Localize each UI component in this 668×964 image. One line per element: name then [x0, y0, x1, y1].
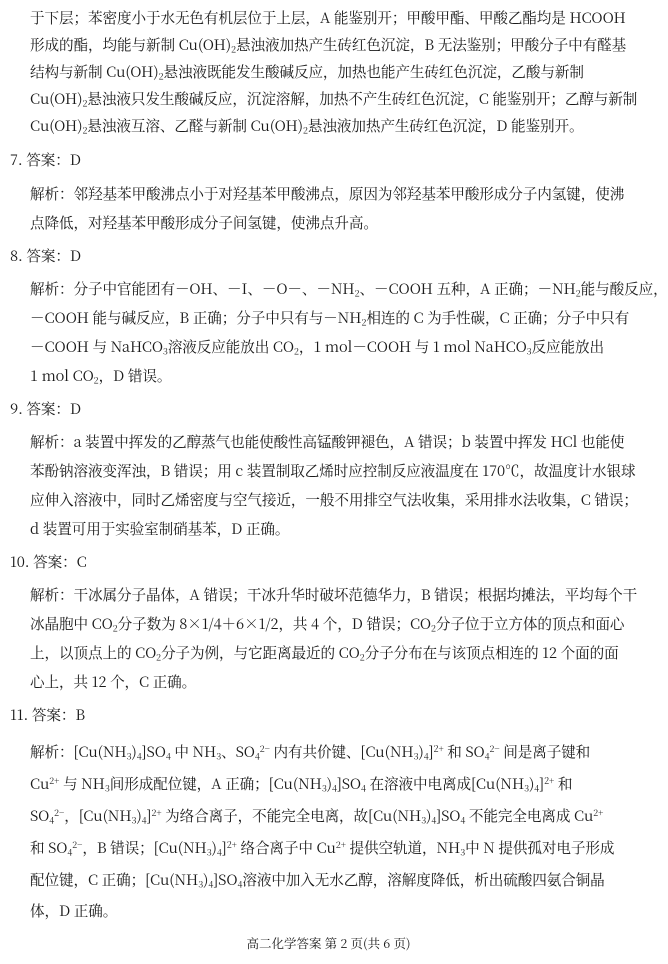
text-line: 体，D 正确。 — [30, 900, 118, 921]
text-line: 心上，共 12 个，C 正确。 — [30, 671, 197, 692]
page-footer: 高二化学答案 第 2 页(共 6 页) — [246, 934, 411, 952]
question-10-answer: 10. 答案：C — [10, 551, 87, 572]
text-line: －COOH 能与碱反应，B 正确；分子中只有与$-NH_2$相连的 C 为手性碳，C 正确；分子中只有 — [30, 307, 630, 329]
question-10-analysis: 解析：干冰属分子晶体，A 错误；干冰升华时破坏范德华力，B 错误；根据均摊法，平均每个干 — [30, 584, 638, 605]
question-8-answer: 8. 答案：D — [10, 245, 81, 266]
question-11-analysis: 解析：$[Cu(NH_3)_4]SO_4$ 中 $NH_3$、$SO_4^{2-}$ 内有共价键、$[Cu(NH_3)_4]^{2+}$ 和 $SO_4^{2-}$ 间是离子键和 — [30, 741, 591, 763]
text-line: 结构与新制 $Cu(OH)_2$悬浊液既能发生酸碱反应，加热也能产生砖红色沉淀，乙酸与新制 — [30, 61, 584, 83]
text-line: 冰晶胞中 $CO_2$分子数为 8×1/4＋6×1/2，共 4 个，D 错误；$CO_2$分子位于立方体的顶点和面心 — [30, 613, 625, 635]
question-7-analysis: 解析：邻羟基苯甲酸沸点小于对羟基苯甲酸沸点，原因为邻羟基苯甲酸形成分子内氢键，使沸 — [30, 183, 625, 204]
text-line: 和 $SO_4^{2-}$，B 错误；$[Cu(NH_3)_4]^{2+}$ 络合离子中 $Cu^{2+}$ 提供空轨道，$NH_3$中 N 提供孤对电子形成 — [30, 837, 615, 859]
text-line: 点降低，对羟基苯甲酸形成分子间氢键，使沸点升高。 — [30, 212, 378, 233]
question-9-answer: 9. 答案：D — [10, 398, 82, 419]
text-line: $Cu(OH)_2$悬浊液只发生酸碱反应，沉淀溶解，加热不产生砖红色沉淀，C 能鉴别开；乙醇与新制 — [30, 88, 638, 110]
question-9-analysis: 解析：a 装置中挥发的乙醇蒸气也能使酸性高锰酸钾褪色，A 错误；b 装置中挥发 HCl 也能使 — [30, 431, 625, 452]
text-line: $Cu^{2+}$ 与 $NH_3$间形成配位键，A 正确；$[Cu(NH_3)_4]SO_4$ 在溶液中电离成$[Cu(NH_3)_4]^{2+}$ 和 — [30, 773, 573, 795]
text-line: 应伸入溶液中，同时乙烯密度与空气接近，一般不用排空气法收集，采用排水法收集，C 错误； — [30, 489, 638, 510]
text-line: d 装置可用于实验室制硝基苯，D 正确。 — [30, 518, 290, 539]
text-line: 苯酚钠溶液变浑浊，B 错误；用 c 装置制取乙烯时应控制反应液温度在 170℃，故温度计水银球 — [30, 460, 636, 481]
text-line: 配位键，C 正确；$[Cu(NH_3)_4]SO_4$溶液中加入无水乙醇，溶解度降低，析出硫酸四氨合铜晶 — [30, 869, 605, 891]
text-line: 上，以顶点上的 $CO_2$分子为例，与它距离最近的 $CO_2$分子分布在与该顶点相连的 12 个面的面 — [30, 642, 619, 664]
text-line: $Cu(OH)_2$悬浊液互溶、乙醛与新制 $Cu(OH)_2$悬浊液加热产生砖红色沉淀，D 能鉴别开。 — [30, 115, 584, 137]
question-7-answer: 7. 答案：D — [10, 149, 81, 170]
question-8-analysis: 解析：分子中官能团有－OH、－I、－O－、$-NH_2$、－COOH 五种，A 正确；$-NH_2$能与酸反应， — [30, 278, 668, 300]
text-line: $SO_4^{2-}$，$[Cu(NH_3)_4]^{2+}$ 为络合离子，不能完全电离，故$[Cu(NH_3)_4]SO_4$ 不能完全电离成 $Cu^{2+}$ — [30, 805, 604, 827]
question-11-answer: 11. 答案：B — [10, 704, 86, 725]
text-line: 形成的酯，均能与新制 $Cu(OH)_2$悬浊液加热产生砖红色沉淀，B 无法鉴别；甲酸分子中有醛基 — [30, 34, 627, 56]
text-line: 于下层；苯密度小于水无色有机层位于上层，A 能鉴别开；甲酸甲酯、甲酸乙酯均是 HCOOH — [30, 7, 626, 28]
text-line: 1 mol $CO_2$，D 错误。 — [30, 365, 172, 387]
text-line: －COOH 与 NaHCO$_3$溶液反应能放出 $CO_2$，1 mol－COOH 与 1 mol NaHCO$_3$反应能放出 — [30, 336, 605, 358]
